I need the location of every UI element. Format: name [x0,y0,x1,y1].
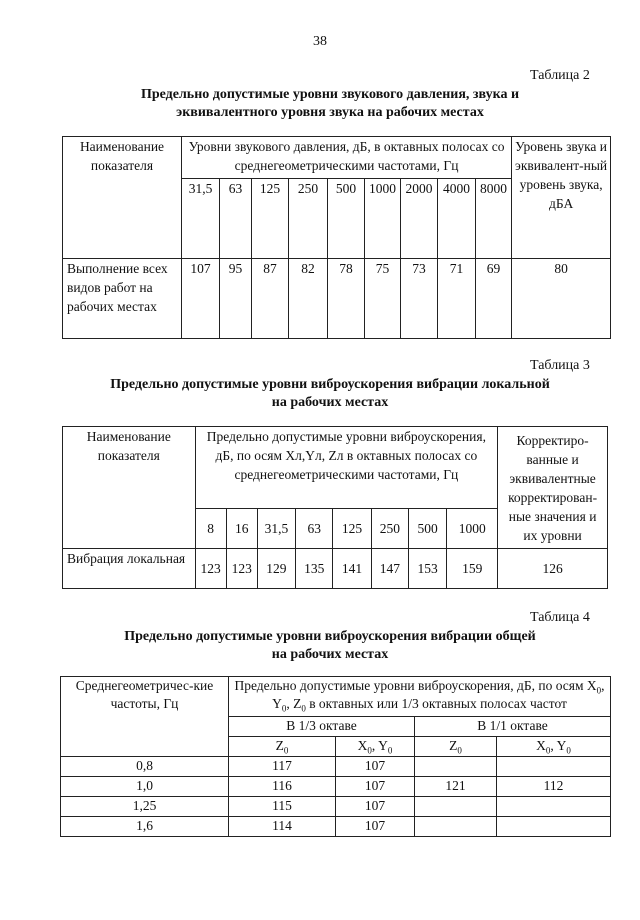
value-cell: 107 [336,777,415,797]
value-cell: 107 [336,817,415,837]
value-cell: 117 [229,757,336,777]
freq-cell: 0,8 [61,757,229,777]
value-cell [497,797,611,817]
value-cell: 71 [438,259,476,339]
value-cell [497,817,611,837]
table3-data-row [63,549,608,589]
freq-cell: 500 [328,179,365,259]
value-cell: 141 [333,549,371,589]
table2-row-sound: 80 [512,259,611,339]
freq-cell: 63 [296,509,333,549]
table2-header-levels: Уровни звукового давления, дБ, в октавных полосах со среднегеометрическими частотами, Гц [182,137,512,179]
table4-label: Таблица 4 [530,610,590,625]
value-cell [497,757,611,777]
freq-cell: 16 [226,509,257,549]
value-cell: 78 [328,259,365,339]
table4-axis-z: $Z_0$ [415,737,497,757]
table4-title-line2: на рабочих местах [271,647,389,662]
freq-cell: 31,5 [182,179,220,259]
value-cell: 75 [365,259,401,339]
table2-title-line2: эквивалентного уровня звука на рабочих местах [176,105,484,120]
freq-cell: 250 [371,509,408,549]
value-cell [415,797,497,817]
table4-axis-xy: $X_0$, $Y_0$ [497,737,611,757]
table-row [61,777,611,797]
table2-label: Таблица 2 [530,68,590,83]
table3-header-name: Наименование показателя [63,427,196,549]
value-cell: 95 [220,259,252,339]
table4-header-levels: Предельно допустимые уровни виброускорения, дБ, по осям $X_0$, $Y_0$, $Z_0$ в октавных или 1/3 октавных полосах частот [229,677,611,717]
freq-cell: 125 [252,179,289,259]
freq-cell: 63 [220,179,252,259]
value-cell: 87 [252,259,289,339]
table4 [60,676,611,837]
freq-cell: 125 [333,509,371,549]
table3-row-corrected: 126 [498,549,608,589]
value-cell: 123 [226,549,257,589]
table4-axis-xy: $X_0$, $Y_0$ [336,737,415,757]
value-cell: 121 [415,777,497,797]
value-cell: 82 [289,259,328,339]
table-row [61,757,611,777]
table2-header-name: Наименование показателя [63,137,182,259]
value-cell [415,817,497,837]
table-row [61,797,611,817]
table2-title-line1: Предельно допустимые уровни звукового давления, звука и [140,87,520,102]
table-row [61,817,611,837]
freq-cell: 1,6 [61,817,229,837]
freq-cell: 250 [289,179,328,259]
table4-title [40,628,620,664]
table4-band-third-octave: В 1/3 октаве [229,717,415,737]
table3-label: Таблица 3 [530,358,590,373]
table3-row-name: Вибрация локальная [63,549,196,589]
table3-header-corrected: Корректиро-ванные и эквивалентные корректирован-ные значения и их уровни [498,427,608,549]
value-cell: 123 [195,549,226,589]
table3-title-line2: на рабочих местах [271,395,389,410]
freq-cell: 1000 [447,509,498,549]
freq-cell: 1000 [365,179,401,259]
freq-cell: 1,0 [61,777,229,797]
freq-cell: 2000 [401,179,438,259]
freq-cell: 8 [195,509,226,549]
table3-title-line1: Предельно допустимые уровни виброускорения вибрации локальной [110,377,550,392]
table2-row-name: Выполнение всех видов работ на рабочих местах [63,259,182,339]
freq-cell: 1,25 [61,797,229,817]
value-cell: 159 [447,549,498,589]
value-cell: 107 [336,797,415,817]
table4-axis-z: $Z_0$ [229,737,336,757]
table4-title-line1: Предельно допустимые уровни виброускорения вибрации общей [124,629,536,644]
table3-title [40,376,620,412]
table3 [62,426,608,589]
value-cell: 112 [497,777,611,797]
table3-header-levels: Предельно допустимые уровни виброускорения, дБ, по осям Xл,Yл, Zл в октавных полосах со среднегеометрическими частотами, Гц [195,427,498,509]
value-cell: 69 [476,259,512,339]
value-cell: 116 [229,777,336,797]
page-number: 38 [313,34,327,49]
value-cell: 129 [257,549,295,589]
table4-band-octave: В 1/1 октаве [415,717,611,737]
freq-cell: 8000 [476,179,512,259]
table2-title [40,86,620,122]
freq-cell: 4000 [438,179,476,259]
table2 [62,136,611,339]
value-cell: 153 [409,549,447,589]
table2-data-row [63,259,611,339]
value-cell [415,757,497,777]
freq-cell: 500 [409,509,447,549]
table2-header-sound: Уровень звука и эквивалент-ный уровень звука, дБА [512,137,611,259]
value-cell: 107 [336,757,415,777]
table4-header-freq: Среднегеометричес-кие частоты, Гц [61,677,229,757]
freq-cell: 31,5 [257,509,295,549]
value-cell: 135 [296,549,333,589]
value-cell: 107 [182,259,220,339]
value-cell: 114 [229,817,336,837]
value-cell: 115 [229,797,336,817]
value-cell: 147 [371,549,408,589]
value-cell: 73 [401,259,438,339]
